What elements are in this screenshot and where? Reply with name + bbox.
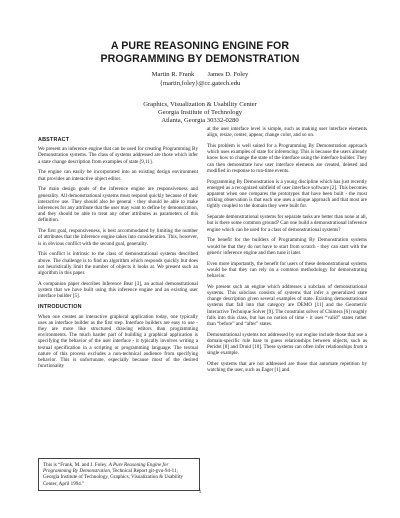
citation-footnote-box <box>38 458 200 491</box>
author-names: Martin R. Frank James D. Foley <box>151 71 249 78</box>
abstract-paragraph: This conflict is intrinsic to the class of demonstrational systems described above. The challenge is to find an algorithm which responds quickly but does not heuristically limit the number of objects it looks at. We present such an algorithm in this paper. <box>38 251 198 277</box>
title-line-2: PROGRAMMING BY DEMONSTRATION <box>100 53 300 65</box>
abstract-paragraph: A companion paper describes Inference Bear [3], an actual demonstrational system that we have built using this inference engine and an existing user interface builder [5]. <box>38 280 198 300</box>
body-paragraph: Demonstrational systems not addressed by our engine include those that use a domain-specific rule base to guess relationships between objects, such as Peridot [8] and Druid [10]. These systems can often infer relationships from a single example. <box>207 331 367 357</box>
affiliation-line-1: Graphics, Visualization & Usability Center <box>143 101 257 108</box>
affiliation-block <box>0 101 400 125</box>
body-paragraph: The benefit for the builders of Programming By Demonstration systems would be that they do not have to start from scratch - they can start with the generic inference engine and then tune it later. <box>207 237 367 256</box>
footnote-title: A Pure Reasoning Engine for Programming By Demonstration <box>43 462 169 475</box>
page-number: 1 <box>198 489 202 495</box>
author-email: {martin,foley}@cc.gatech.edu <box>159 79 241 87</box>
author-block <box>0 71 400 88</box>
footnote-suffix: , Technical Report git-gvu-94-11, Georgia Institute of Technology, Graphics, Visualization & Usability Center, April 1994.” <box>43 468 184 487</box>
right-column <box>207 126 367 378</box>
footnote-prefix: This is “Frank, M. and J. Foley. <box>43 462 109 468</box>
body-paragraph: Even more importantly, the benefit for users of these demonstrational systems would be that they can rely on a common methodology for demonstrating behavior. <box>207 260 367 280</box>
body-paragraph: This problem is well suited for a Programming By Demonstration approach which uses examples of state for inferencing. This is because the users already know how to change the state of the interface using the interface builder. They can then demonstrate how user interface elements are created, deleted and modified in response to run-time events. <box>207 143 367 174</box>
introduction-paragraph: When one creates an interactive graphical application today, one typically uses an interface builder as the first step. Interface builders are easy to use - they are more like structured drawing editors than programming environments. The much harder part of building a graphical application is specifying the behavior of the user interface - it typically involves writing a textual specification in a scripting or programming language. The textual nature of this process excludes a non-technical audience from specifying behavior. This is unfortunate, especially because most of the desired functionality <box>38 313 198 370</box>
body-paragraph: at the user interface level is simple, such as making user interface elements align, resize, center, appear, change color, and so on. <box>207 126 367 139</box>
body-paragraph: Separate demonstrational systems for separate tasks are better than none at all, but is there some common ground? Can one build a demonstrational inference engine which can be used for a class of demonstrational systems? <box>207 214 367 233</box>
abstract-heading: ABSTRACT <box>38 137 70 143</box>
introduction-heading: INTRODUCTION <box>38 304 82 311</box>
abstract-paragraph: The first goal, responsiveness, is best accommodated by limiting the number of attributes that the inference engine takes into consideration. This, however, is in obvious conflict with the second goal, generality. <box>38 228 198 247</box>
affiliation-line-3: Atlanta, Georgia 30332-0280 <box>161 117 239 124</box>
abstract-paragraph: The main design goals of the inference engine are responsiveness and generality. All demonstrational systems must respond quickly because of their interactive use. They should also be general - they should be able to make inferences for any attribute that the user may want to define by demonstration, and they should be able to treat any other attributes as parameters of this definition. <box>38 186 198 224</box>
title-line-1: A PURE REASONING ENGINE FOR <box>110 40 290 52</box>
paper-title <box>0 40 400 66</box>
left-column <box>38 137 198 374</box>
body-paragraph: Other systems that are not addressed are those that automate repetition by watching the user, such as Eager [1] and <box>207 361 367 374</box>
body-paragraph: Programming By Demonstration is a young discipline which has just recently emerged as a recognized subfield of user interface software [2]. This becomes apparent when one compares the prototypes that have been built - the most striking observation is that each one uses a unique approach and that most are tightly coupled to the domain they were built for. <box>207 178 367 210</box>
abstract-paragraph: We present an inference engine that can be used for creating Programming By Demonstration systems. The class of systems addressed are those which infer a state change description from examples of state [9,11]. <box>38 146 198 165</box>
affiliation-line-2: Georgia Institute of Technology <box>157 109 243 116</box>
body-paragraph: We present such an engine which addresses a subclass of demonstrational systems. This subclass consists of systems that infer a generalized state change description given several examples of state. Existing demonstrational systems that fall into that category are DEMO [11] and the Geometric Interactive Technique Solver [9]. The constraint solver of Chimera [6] roughly falls into this class, but has no notion of time - it uses “valid” states rather than “before” and “after” states. <box>207 283 367 328</box>
abstract-paragraph: The engine can easily be incorporated into an existing design environment that provides an interactive object editor. <box>38 169 198 182</box>
